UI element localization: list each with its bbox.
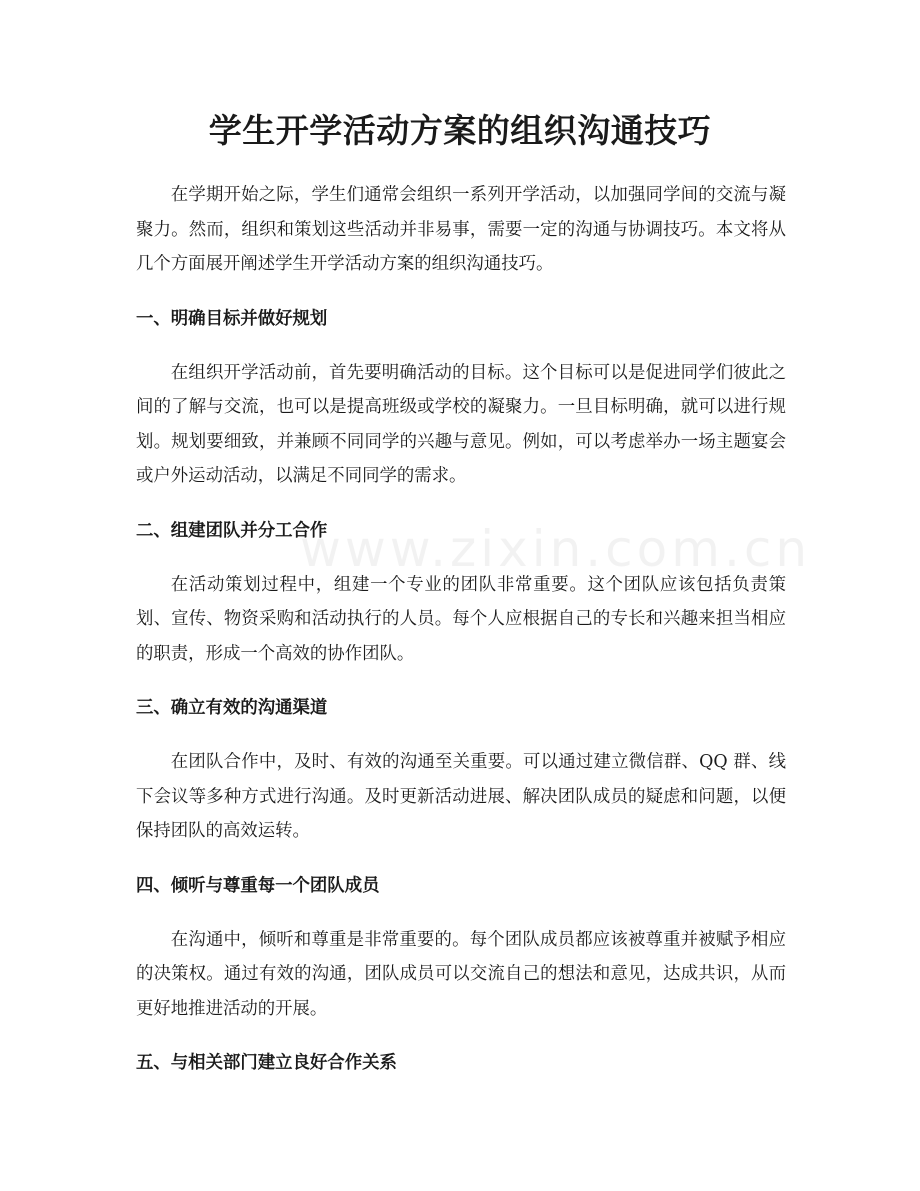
- section-paragraph-4: 在沟通中，倾听和尊重是非常重要的。每个团队成员都应该被尊重并被赋予相应的决策权。通过有效的沟通，团队成员可以交流自己的想法和意见，达成共识，从而更好地推进活动的开展。: [136, 929, 786, 1019]
- section-heading-3: 三、确立有效的沟通渠道: [136, 698, 328, 718]
- document-title: 学生开学活动方案的组织沟通技巧: [208, 111, 712, 150]
- intro-paragraph: 在学期开始之际，学生们通常会组织一系列开学活动，以加强同学间的交流与凝聚力。然而，组织和策划这些活动并非易事，需要一定的沟通与协调技巧。本文将从几个方面展开阐述学生开学活动方案的组织沟通技巧。: [136, 185, 786, 274]
- section-heading-2: 二、组建团队并分工合作: [136, 520, 328, 541]
- section-heading-4: 四、倾听与尊重每一个团队成员: [136, 875, 380, 896]
- section-heading-1: 一、明确目标并做好规划: [136, 308, 328, 329]
- document-body: [136, 178, 786, 1100]
- section-paragraph-3: 在团队合作中，及时、有效的沟通至关重要。可以通过建立微信群、QQ 群、线下会议等多种方式进行沟通。及时更新活动进展、解决团队成员的疑虑和问题，以便保持团队的高效运转。: [136, 752, 786, 841]
- section-paragraph-1: 在组织开学活动前，首先要明确活动的目标。这个目标可以是促进同学们彼此之间的了解与交流，也可以是提高班级或学校的凝聚力。一旦目标明确，就可以进行规划。规划要细致，并兼顾不同同学的兴趣与意见。例如，可以考虑举办一场主题宴会或户外运动活动，以满足不同同学的需求。: [136, 362, 786, 486]
- watermark: www.zixin.com.cn: [300, 520, 812, 578]
- section-paragraph-2: 在活动策划过程中，组建一个专业的团队非常重要。这个团队应该包括负责策划、宣传、物资采购和活动执行的人员。每个人应根据自己的专长和兴趣来担当相应的职责，形成一个高效的协作团队。: [136, 574, 786, 664]
- section-heading-5: 五、与相关部门建立良好合作关系: [136, 1053, 397, 1073]
